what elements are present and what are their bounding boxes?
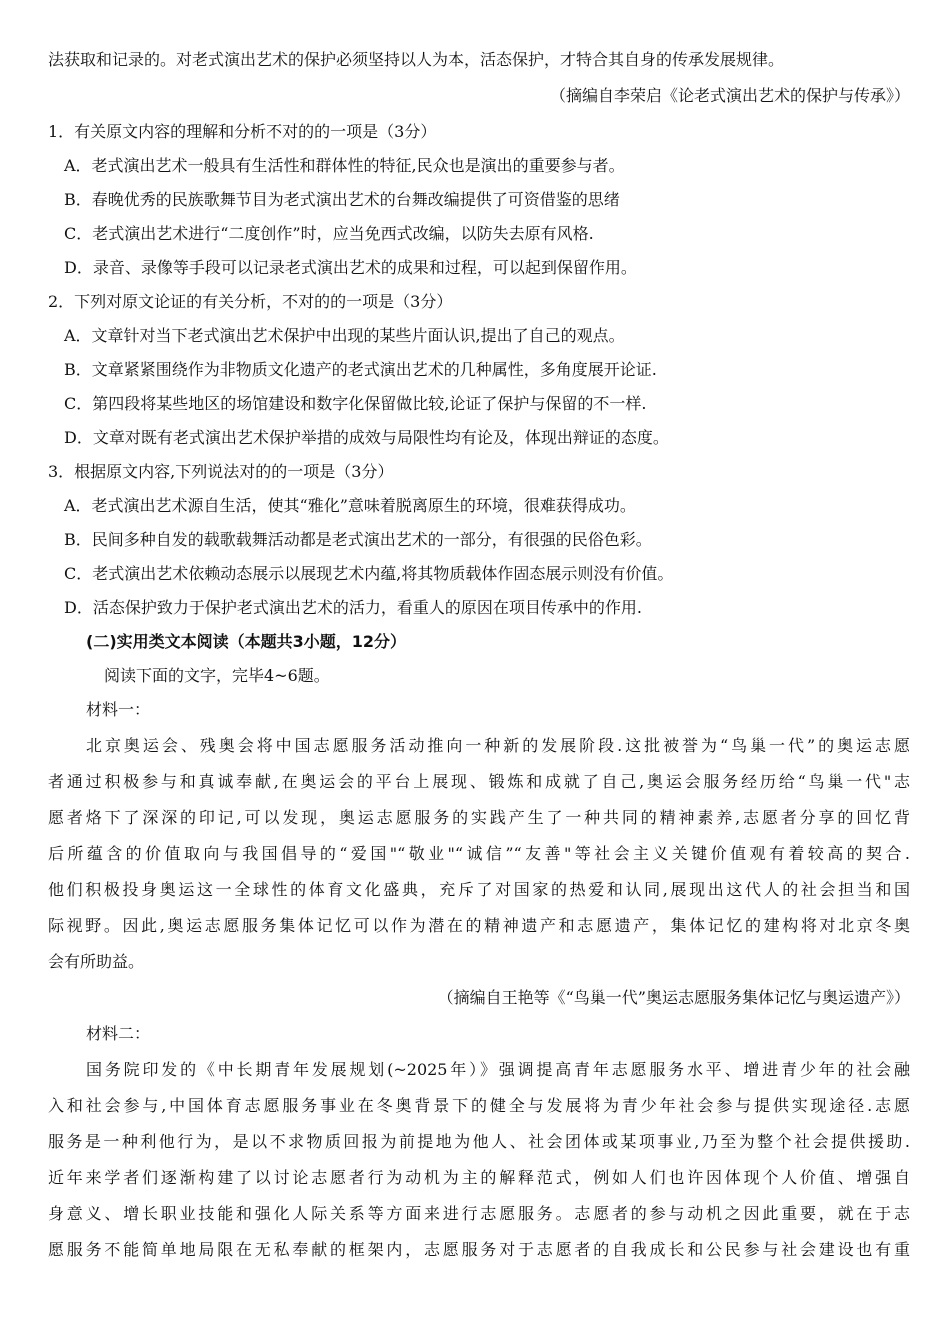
question-3-option-b: B．民间多种自发的载歌载舞活动都是老式演出艺术的一部分，有很强的民俗色彩。 xyxy=(64,530,652,549)
question-1-option-a: A．老式演出艺术一般具有生活性和群体性的特征,民众也是演出的重要参与者。 xyxy=(64,156,625,175)
material-1-line: 北京奥运会、残奥会将中国志愿服务活动推向一种新的发展阶段.这批被誉为“鸟巢一代”的奥运志愿 xyxy=(86,736,910,755)
material-2-line: 愿服务不能简单地局限在无私奉献的框架内，志愿服务对于志愿者的自我成长和公民参与社会建设也有重 xyxy=(48,1240,910,1259)
question-3-option-c: C．老式演出艺术依赖动态展示以展现艺术内蕴,将其物质载体作固态展示则没有价值。 xyxy=(64,564,674,583)
material-1-line: 后所蕴含的价值取向与我国倡导的“爱国"“敬业"“诚信”“友善"等社会主义关键价值观有着较高的契合. xyxy=(48,844,910,863)
passage-last-line: 法获取和记录的。对老式演出艺术的保护必须坚持以人为本，活态保护，才特合其自身的传承发展规律。 xyxy=(48,50,785,69)
question-3-option-d: D．活态保护致力于保护老式演出艺术的活力，看重人的原因在项目传承中的作用. xyxy=(64,598,642,617)
material-2-line: 入和社会参与,中国体育志愿服务事业在冬奥背景下的健全与发展将为青少年社会参与提供实现途径.志愿 xyxy=(48,1096,910,1115)
question-2-stem: 2．下列对原文论证的有关分析，不对的的一项是（3分） xyxy=(48,292,453,311)
material-2-line: 服务是一种利他行为，是以不求物质回报为前提地为他人、社会团体或某项事业,乃至为整个社会提供援助. xyxy=(48,1132,910,1151)
question-1-option-c: C．老式演出艺术进行“二度创作”时，应当免西式改编，以防失去原有风格. xyxy=(64,224,594,243)
passage-source: （摘编自李荣启《论老式演出艺术的保护与传承》） xyxy=(549,86,910,105)
reading-instruction: 阅读下面的文字，完毕4~6题。 xyxy=(104,666,330,685)
material-1-label: 材料一： xyxy=(86,700,151,719)
question-2-option-c: C．第四段将某些地区的场馆建设和数字化保留做比较,论证了保护与保留的不一样. xyxy=(64,394,647,413)
material-2-label: 材料二： xyxy=(86,1024,151,1043)
question-2-option-b: B．文章紧紧围绕作为非物质文化遗产的老式演出艺术的几种属性，多角度展开论证. xyxy=(64,360,657,379)
question-2-option-d: D．文章对既有老式演出艺术保护举措的成效与局限性均有论及，体现出辩证的态度。 xyxy=(64,428,669,447)
question-1-stem: 1．有关原文内容的理解和分析不对的的一项是（3分） xyxy=(48,122,437,141)
material-1-line: 者通过积极参与和真诚奉献,在奥运会的平台上展现、锻炼和成就了自己,奥运会服务经历给“鸟巢一代"志 xyxy=(48,772,910,791)
question-3-option-a: A．老式演出艺术源自生活，使其“雅化”意味着脱离原生的环境，很难获得成功。 xyxy=(64,496,636,515)
material-1-line: 他们积极投身奥运这一全球性的体育文化盛典，充斥了对国家的热爱和认同,展现出这代人的社会担当和国 xyxy=(48,880,910,899)
material-2-line: 近年来学者们逐渐构建了以讨论志愿者行为动机为主的解释范式，例如人们也许因体现个人价值、增强自 xyxy=(48,1168,910,1187)
material-1-line: 会有所助益。 xyxy=(48,952,145,971)
question-2-option-a: A．文章针对当下老式演出艺术保护中出现的某些片面认识,提出了自己的观点。 xyxy=(64,326,625,345)
material-1-source: （摘编自王艳等《“鸟巢一代”奥运志愿服务集体记忆与奥运遗产》） xyxy=(437,988,910,1007)
question-1-option-d: D．录音、录像等手段可以记录老式演出艺术的成果和过程，可以起到保留作用。 xyxy=(64,258,637,277)
material-1-line: 际视野。因此,奥运志愿服务集体记忆可以作为潜在的精神遗产和志愿遗产，集体记忆的建构将对北京冬奥 xyxy=(48,916,910,935)
question-1-option-b: B．春晚优秀的民族歌舞节目为老式演出艺术的台舞改编提供了可资借鉴的思绪 xyxy=(64,190,620,209)
material-1-line: 愿者烙下了深深的印记,可以发现，奥运志愿服务的实践产生了一种共同的精神素养,志愿者分享的回忆背 xyxy=(48,808,910,827)
material-2-line: 国务院印发的《中长期青年发展规划(~2025年）》强调提高青年志愿服务水平、增进青少年的社会融 xyxy=(86,1060,910,1079)
section-heading: (二)实用类文本阅读（本题共3小题，12分） xyxy=(86,632,407,651)
question-3-stem: 3．根据原文内容,下列说法对的的一项是（3分） xyxy=(48,462,394,481)
material-2-line: 身意义、增长职业技能和强化人际关系等方面来进行志愿服务。志愿者的参与动机之因此重要，就在于志 xyxy=(48,1204,910,1223)
